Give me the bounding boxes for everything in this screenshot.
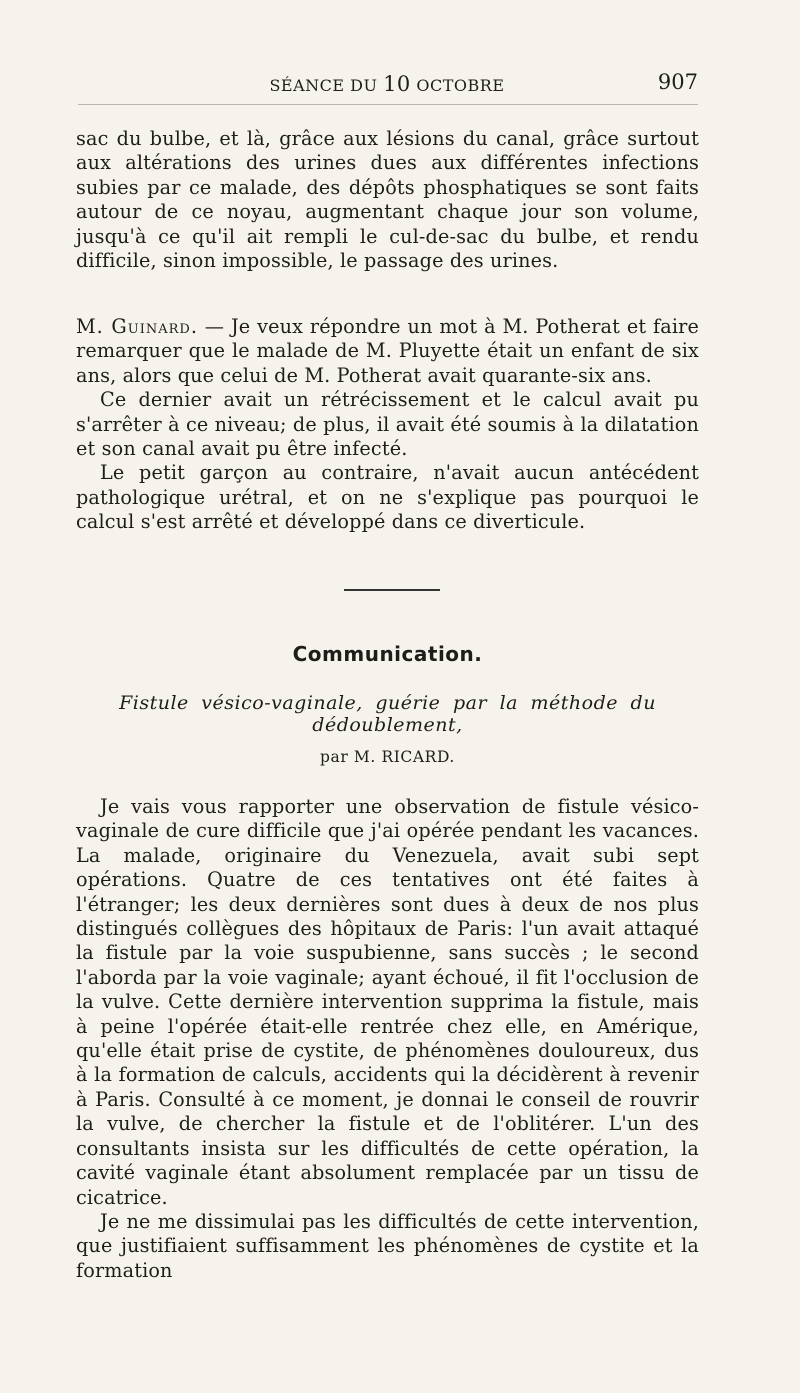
communication-author: par M. RICARD. bbox=[320, 748, 455, 766]
section-separator bbox=[344, 589, 440, 591]
running-header bbox=[76, 72, 698, 96]
page-number: 907 bbox=[657, 70, 698, 94]
header-divider bbox=[78, 104, 698, 105]
communication-paragraph-1: Je vais vous rapporter une observation de fistule vésico-vaginale de cure difficile que j'ai opérée pendant les vacances. La malade, originaire du Venezuela, avait subi sept opérations. Quatre de ces tentatives ont été faites à l'étranger; les deux dernières sont dues à deux de nos plus distingués collègues des hôpitaux de Paris: l'un avait attaqué la fistule par la voie suspubienne, sans succès ; le second l'aborda par la voie vaginale; ayant échoué, il fit l'occlusion de la vulve. Cette dernière intervention supprima la fistule, mais à peine l'opérée était-elle rentrée chez elle, en Amérique, qu'elle était prise de cystite, de phénomènes douloureux, dus à la formation de calculs, accidents qui la décidèrent à revenir à Paris. Consulté à ce moment, je donnai le conseil de rouvrir la vulve, de chercher la fistule et de l'oblitérer. L'un des consultants insista sur les difficultés de cette opération, la cavité vaginale étant absolument remplacée par un tissu de cicatrice. bbox=[76, 795, 699, 1209]
running-title-month: OCTOBRE bbox=[416, 76, 505, 95]
communication-title: Fistule vésico-vaginale, guérie par la méthode du dédoublement, bbox=[119, 692, 656, 736]
guinard-paragraph-1 bbox=[76, 315, 699, 388]
continued-paragraph: sac du bulbe, et là, grâce aux lésions du canal, grâce surtout aux altérations des urines dues aux différentes infections subies par ce malade, des dépôts phosphatiques se sont faits autour de ce noyau, augmentant chaque jour son volume, jusqu'à ce qu'il ait rempli le cul-de-sac du bulbe, et rendu difficile, sinon impossible, le passage des urines. bbox=[76, 127, 699, 273]
guinard-paragraph-2: Ce dernier avait un rétrécissement et le calcul avait pu s'arrêter à ce niveau; de plus, il avait été soumis à la dilatation et son canal avait pu être infecté. bbox=[76, 388, 699, 461]
guinard-remarks bbox=[76, 315, 699, 535]
running-title-prefix: SÉANCE DU bbox=[269, 76, 378, 95]
speaker-name: M. Guinard. bbox=[76, 315, 198, 338]
communication-body bbox=[76, 795, 699, 1283]
guinard-statement: Je veux répondre un mot à M. Potherat et faire remarquer que le malade de M. Pluyette était un enfant de six ans, alors que celui de M. Potherat avait quarante-six ans. bbox=[76, 315, 699, 387]
speaker-dash: — bbox=[197, 315, 231, 338]
communication-paragraph-2: Je ne me dissimulai pas les difficultés de cette intervention, que justifiaient suffisamment les phénomènes de cystite et la formation bbox=[76, 1209, 699, 1282]
guinard-paragraph-3: Le petit garçon au contraire, n'avait aucun antécédent pathologique urétral, et on ne s'explique pas pourquoi le calcul s'est arrêté et développé dans ce diverticule. bbox=[76, 461, 699, 534]
running-title bbox=[76, 72, 698, 96]
section-heading: Communication. bbox=[292, 642, 483, 666]
running-title-day: 10 bbox=[383, 72, 411, 96]
